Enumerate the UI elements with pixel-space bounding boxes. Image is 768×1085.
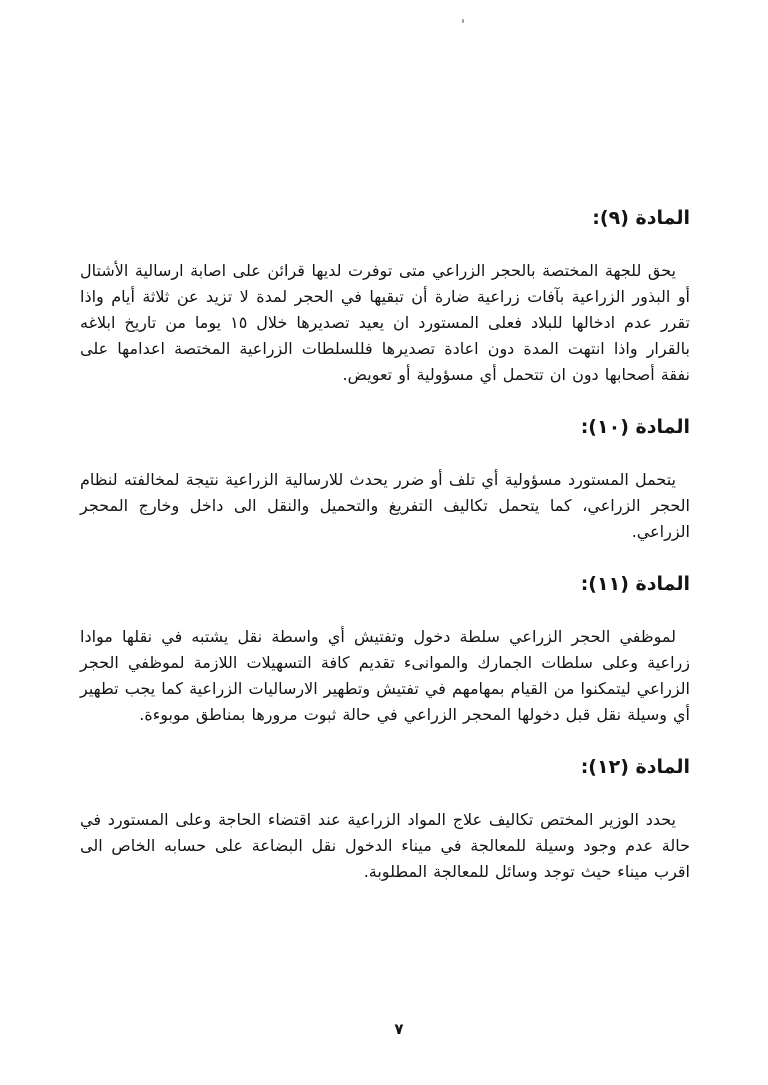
article-heading: المادة (٩): bbox=[592, 207, 690, 229]
scan-artifact-dot bbox=[462, 19, 464, 23]
page-number: ٧ bbox=[394, 1020, 404, 1038]
article-section-10 bbox=[80, 414, 690, 545]
article-section-12 bbox=[80, 754, 690, 885]
article-body: يتحمل المستورد مسؤولية أي تلف أو ضرر يحدث للارسالية الزراعية نتيجة لمخالفته لنظام الحجر الزراعي، كما يتحمل تكاليف التفريغ والتحميل والنقل الى داخل وخارج المحجر الزراعي. bbox=[80, 470, 690, 541]
article-heading: المادة (١١): bbox=[580, 573, 690, 595]
article-body: يحدد الوزير المختص تكاليف علاج المواد الزراعية عند اقتضاء الحاجة وعلى المستورد في حالة عدم وجود وسيلة للمعالجة في ميناء الدخول نقل البضاعة على حسابه الخاص الى اقرب ميناء حيث توجد وسائل للمعالجة المطلوبة. bbox=[80, 810, 690, 881]
article-section-9 bbox=[80, 205, 690, 388]
document-content bbox=[80, 205, 690, 885]
article-section-11 bbox=[80, 571, 690, 728]
article-heading: المادة (١٢): bbox=[580, 756, 690, 778]
article-body: لموظفي الحجر الزراعي سلطة دخول وتفتيش أي واسطة نقل يشتبه في نقلها موادا زراعية وعلى سلطات الجمارك والموانىء تقديم كافة التسهيلات اللازمة لموظفي الحجر الزراعي ليتمكنوا من القيام بمهامهم في تفتيش وتطهير الارساليات الزراعية كما يجب تطهير أي وسيلة نقل قبل دخولها المحجر الزراعي في حالة ثبوت مرورها بمناطق موبوءة. bbox=[80, 627, 690, 724]
article-heading: المادة (١٠): bbox=[580, 416, 690, 438]
article-body: يحق للجهة المختصة بالحجر الزراعي متى توفرت لديها قرائن على اصابة ارسالية الأشتال أو البذور الزراعية بآفات زراعية ضارة أن تبقيها في الحجر لمدة لا تزيد عن ثلاثة أيام واذا تقرر عدم ادخالها للبلاد فعلى المستورد ان يعيد تصديرها خلال ١٥ يوما من تاريخ ابلاغه بالقرار واذا انتهت المدة دون اعادة تصديرها فللسلطات الزراعية المختصة اعدامها على نفقة أصحابها دون ان تتحمل أي مسؤولية أو تعويض. bbox=[80, 261, 690, 384]
